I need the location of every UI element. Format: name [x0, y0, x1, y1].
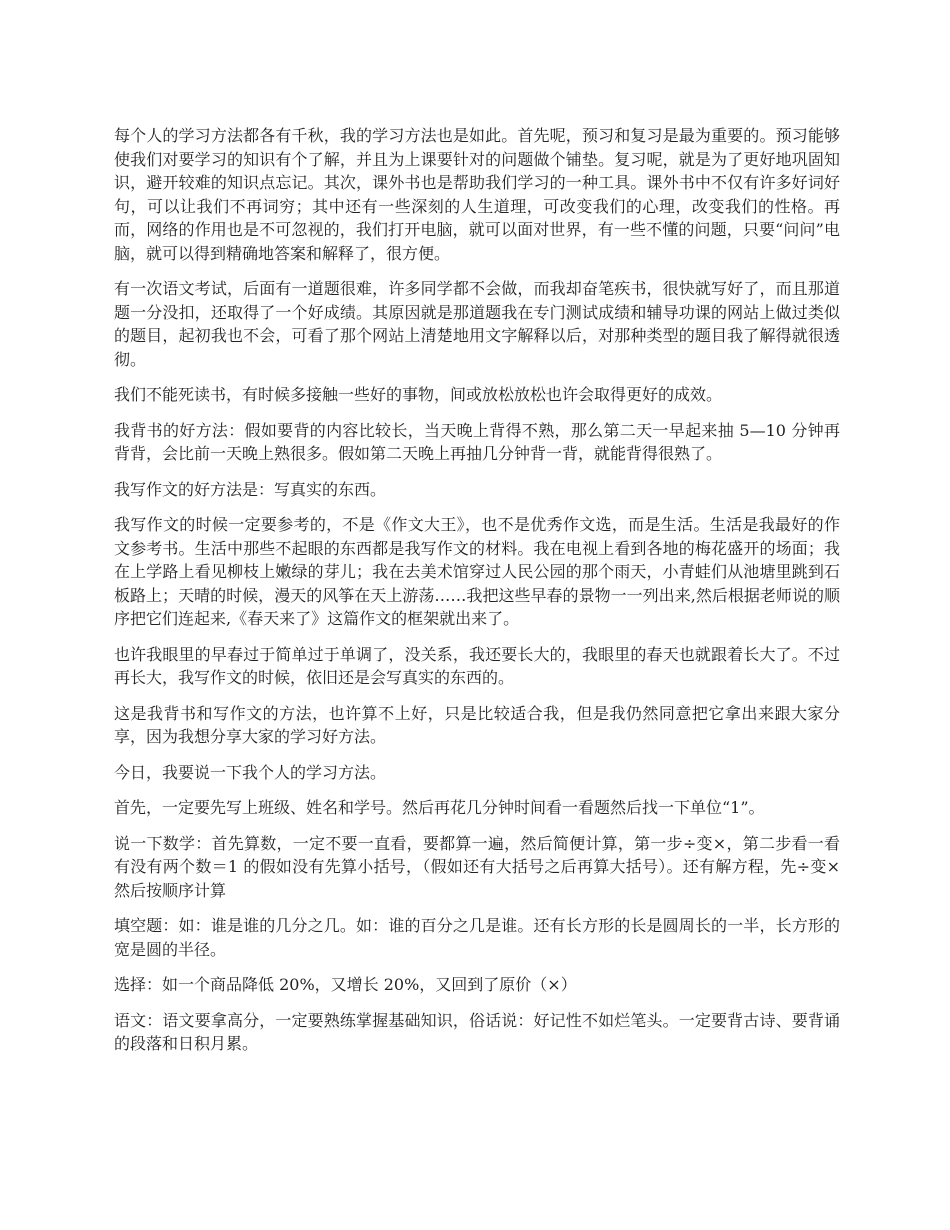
paragraph: 填空题：如：谁是谁的几分之几。如：谁的百分之几是谁。还有长方形的长是圆周长的一半，长方形的宽是圆的半径。: [114, 916, 840, 959]
paragraph: 有一次语文考试，后面有一道题很难，许多同学都不会做，而我却奋笔疾书，很快就写好了，而且那道题一分没扣，还取得了一个好成绩。其原因就是那道题我在专门测试成绩和辅导功课的网站上做过类似的题目，起初我也不会，可看了那个网站上清楚地用文字解释以后，对那种类型的题目我了解得就很透彻。: [114, 279, 840, 369]
paragraph: 我们不能死读书，有时候多接触一些好的事物，间或放松放松也许会取得更好的成效。: [114, 385, 723, 404]
document-body: [114, 124, 840, 1068]
paragraph: 我写作文的时候一定要参考的，不是《作文大王》，也不是优秀作文选，而是生活。生活是我最好的作文参考书。生活中那些不起眼的东西都是我写作文的材料。我在电视上看到各地的梅花盛开的场面；我在上学路上看见柳枝上嫩绿的芽儿；我在去美术馆穿过人民公园的那个雨天，小青蛙们从池塘里跳到石板路上；天晴的时候，漫天的风筝在天上游荡……我把这些早春的景物一一列出来,然后根据老师说的顺序把它们连起来,《春天来了》这篇作文的框架就出来了。: [114, 515, 840, 628]
paragraph: 今日，我要说一下我个人的学习方法。: [114, 762, 387, 782]
paragraph: 这是我背书和写作文的方法，也许算不上好，只是比较适合我，但是我仍然同意把它拿出来跟大家分享，因为我想分享大家的学习好方法。: [114, 703, 840, 746]
paragraph: 也许我眼里的早春过于简单过于单调了，没关系，我还要长大的，我眼里的春天也就跟着长大了。不过再长大，我写作文的时候，依旧还是会写真实的东西的。: [114, 644, 840, 687]
paragraph: 我背书的好方法：假如要背的内容比较长，当天晚上背得不熟，那么第二天一早起来抽 5—10 分钟再背背，会比前一天晚上熟很多。假如第二天晚上再抽几分钟背一背，就能背得很熟了。: [114, 420, 840, 463]
paragraph: 每个人的学习方法都各有千秋，我的学习方法也是如此。首先呢，预习和复习是最为重要的。预习能够使我们对要学习的知识有个了解，并且为上课要针对的问题做个铺垫。复习呢，就是为了更好地巩固知识，避开较难的知识点忘记。其次，课外书也是帮助我们学习的一种工具。课外书中不仅有许多好词好句，可以让我们不再词穷；其中还有一些深刻的人生道理，可改变我们的心理，改变我们的性格。再而，网络的作用也是不可忽视的，我们打开电脑，就可以面对世界，有一些不懂的问题，只要“问问”电脑，就可以得到精确地答案和解释了，很方便。: [114, 126, 840, 263]
paragraph: 我写作文的好方法是：写真实的东西。: [114, 479, 387, 499]
paragraph: 首先，一定要先写上班级、姓名和学号。然后再花几分钟时间看一看题然后找一下单位“1”。: [114, 798, 765, 817]
paragraph: 说一下数学：首先算数，一定不要一直看，要都算一遍，然后简便计算，第一步÷变×，第二步看一看有没有两个数＝1 的假如没有先算小括号，（假如还有大括号之后再算大括号）。还有解方程，先÷变×然后按顺序计算: [114, 833, 840, 900]
paragraph: 选择：如一个商品降低 20%，又增长 20%，又回到了原价（×）: [114, 975, 577, 994]
paragraph: 语文：语文要拿高分，一定要熟练掌握基础知识，俗话说：好记性不如烂笔头。一定要背古诗、要背诵的段落和日积月累。: [114, 1010, 840, 1053]
